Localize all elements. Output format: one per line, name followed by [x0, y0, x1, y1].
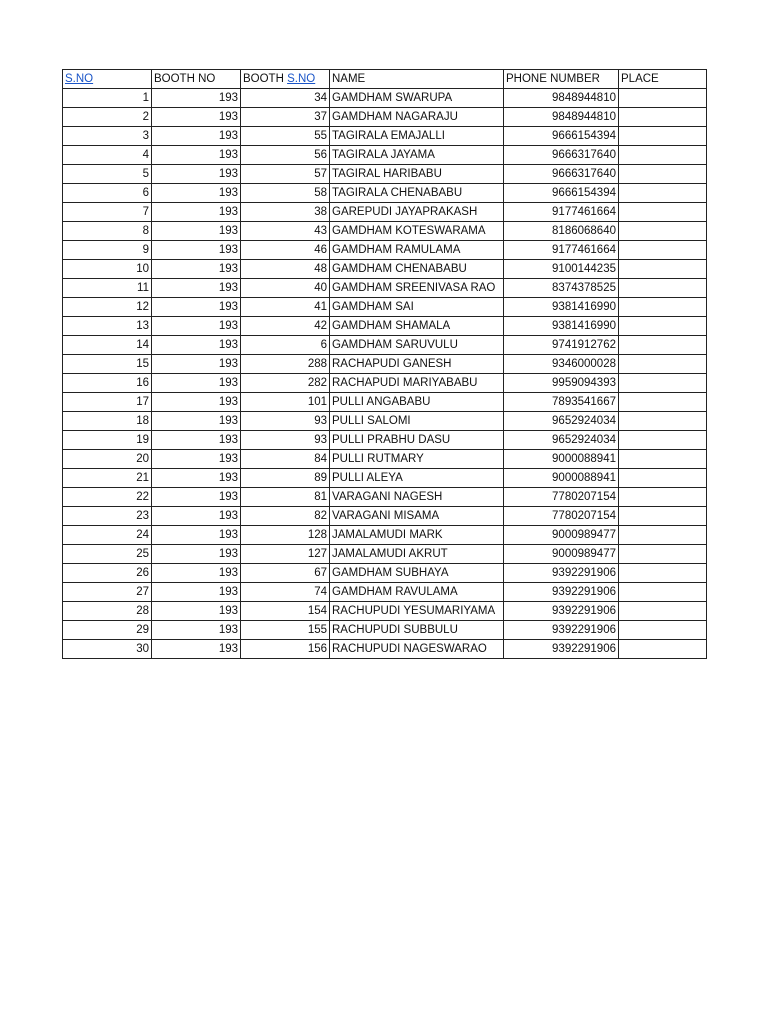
header-booth-sno	[241, 70, 330, 89]
cell-phone: 9666317640	[504, 165, 619, 184]
cell-place	[619, 640, 707, 659]
cell-booth-no: 193	[152, 507, 241, 526]
cell-booth-sno: 56	[241, 146, 330, 165]
cell-sno: 11	[63, 279, 152, 298]
cell-booth-no: 193	[152, 431, 241, 450]
cell-phone: 9392291906	[504, 640, 619, 659]
cell-booth-sno: 128	[241, 526, 330, 545]
cell-name: GAMDHAM SAI	[330, 298, 504, 317]
cell-name: TAGIRALA CHENABABU	[330, 184, 504, 203]
cell-name: RACHAPUDI GANESH	[330, 355, 504, 374]
cell-booth-no: 193	[152, 298, 241, 317]
cell-booth-no: 193	[152, 488, 241, 507]
cell-booth-sno: 84	[241, 450, 330, 469]
cell-phone: 9000989477	[504, 526, 619, 545]
cell-name: PULLI PRABHU DASU	[330, 431, 504, 450]
cell-booth-sno: 41	[241, 298, 330, 317]
cell-phone: 9177461664	[504, 241, 619, 260]
cell-name: RACHUPUDI SUBBULU	[330, 621, 504, 640]
table-row	[63, 374, 707, 393]
cell-booth-sno: 101	[241, 393, 330, 412]
cell-booth-sno: 127	[241, 545, 330, 564]
cell-booth-no: 193	[152, 450, 241, 469]
cell-booth-no: 193	[152, 241, 241, 260]
cell-place	[619, 564, 707, 583]
cell-booth-sno: 55	[241, 127, 330, 146]
cell-booth-no: 193	[152, 545, 241, 564]
cell-booth-sno: 34	[241, 89, 330, 108]
cell-sno: 12	[63, 298, 152, 317]
cell-name: RACHUPUDI NAGESWARAO	[330, 640, 504, 659]
table-row	[63, 602, 707, 621]
cell-phone: 8374378525	[504, 279, 619, 298]
cell-name: JAMALAMUDI MARK	[330, 526, 504, 545]
cell-booth-no: 193	[152, 393, 241, 412]
cell-name: GAMDHAM CHENABABU	[330, 260, 504, 279]
cell-sno: 1	[63, 89, 152, 108]
cell-booth-no: 193	[152, 564, 241, 583]
cell-booth-no: 193	[152, 222, 241, 241]
cell-place	[619, 469, 707, 488]
cell-booth-no: 193	[152, 108, 241, 127]
cell-phone: 9848944810	[504, 89, 619, 108]
cell-phone: 9346000028	[504, 355, 619, 374]
cell-name: GAMDHAM SWARUPA	[330, 89, 504, 108]
cell-booth-no: 193	[152, 89, 241, 108]
cell-booth-sno: 282	[241, 374, 330, 393]
cell-booth-sno: 67	[241, 564, 330, 583]
cell-place	[619, 412, 707, 431]
cell-booth-no: 193	[152, 355, 241, 374]
cell-booth-sno: 58	[241, 184, 330, 203]
table-row	[63, 203, 707, 222]
table-row	[63, 488, 707, 507]
cell-place	[619, 526, 707, 545]
table-row	[63, 165, 707, 184]
cell-name: GAMDHAM NAGARAJU	[330, 108, 504, 127]
cell-phone: 9392291906	[504, 621, 619, 640]
header-booth-sno-prefix: BOOTH	[243, 73, 288, 85]
cell-booth-sno: 42	[241, 317, 330, 336]
cell-place	[619, 298, 707, 317]
cell-place	[619, 89, 707, 108]
cell-booth-sno: 82	[241, 507, 330, 526]
cell-booth-no: 193	[152, 336, 241, 355]
cell-sno: 15	[63, 355, 152, 374]
cell-sno: 28	[63, 602, 152, 621]
cell-place	[619, 127, 707, 146]
cell-booth-sno: 154	[241, 602, 330, 621]
cell-sno: 13	[63, 317, 152, 336]
cell-place	[619, 488, 707, 507]
cell-booth-no: 193	[152, 165, 241, 184]
cell-booth-sno: 81	[241, 488, 330, 507]
cell-name: PULLI SALOMI	[330, 412, 504, 431]
cell-sno: 17	[63, 393, 152, 412]
cell-phone: 9666317640	[504, 146, 619, 165]
cell-place	[619, 507, 707, 526]
cell-booth-no: 193	[152, 146, 241, 165]
cell-place	[619, 355, 707, 374]
header-booth-sno-link[interactable]: S.NO	[287, 73, 316, 85]
table-row	[63, 450, 707, 469]
cell-place	[619, 203, 707, 222]
table-row	[63, 621, 707, 640]
cell-booth-sno: 6	[241, 336, 330, 355]
cell-phone: 9392291906	[504, 564, 619, 583]
cell-sno: 26	[63, 564, 152, 583]
cell-place	[619, 165, 707, 184]
header-booth-no: BOOTH NO	[152, 70, 241, 89]
cell-phone: 9000989477	[504, 545, 619, 564]
cell-sno: 14	[63, 336, 152, 355]
cell-name: GAMDHAM RAVULAMA	[330, 583, 504, 602]
cell-booth-sno: 40	[241, 279, 330, 298]
cell-sno: 7	[63, 203, 152, 222]
cell-name: VARAGANI MISAMA	[330, 507, 504, 526]
table-row	[63, 260, 707, 279]
cell-place	[619, 374, 707, 393]
cell-place	[619, 241, 707, 260]
cell-sno: 18	[63, 412, 152, 431]
cell-sno: 29	[63, 621, 152, 640]
cell-booth-sno: 288	[241, 355, 330, 374]
voter-table	[62, 69, 707, 659]
cell-name: PULLI ANGABABU	[330, 393, 504, 412]
cell-name: PULLI ALEYA	[330, 469, 504, 488]
table-row	[63, 393, 707, 412]
table-row	[63, 355, 707, 374]
cell-name: GAMDHAM SARUVULU	[330, 336, 504, 355]
table-row	[63, 507, 707, 526]
cell-place	[619, 602, 707, 621]
cell-place	[619, 431, 707, 450]
table-row	[63, 89, 707, 108]
cell-booth-no: 193	[152, 583, 241, 602]
cell-name: VARAGANI NAGESH	[330, 488, 504, 507]
cell-sno: 9	[63, 241, 152, 260]
cell-booth-no: 193	[152, 317, 241, 336]
cell-booth-sno: 57	[241, 165, 330, 184]
cell-name: GAREPUDI JAYAPRAKASH	[330, 203, 504, 222]
cell-booth-sno: 37	[241, 108, 330, 127]
cell-sno: 10	[63, 260, 152, 279]
cell-booth-no: 193	[152, 203, 241, 222]
cell-sno: 23	[63, 507, 152, 526]
header-row	[63, 70, 707, 89]
cell-sno: 27	[63, 583, 152, 602]
table-row	[63, 146, 707, 165]
table-row	[63, 583, 707, 602]
cell-phone: 9000088941	[504, 469, 619, 488]
cell-phone: 9100144235	[504, 260, 619, 279]
cell-booth-no: 193	[152, 640, 241, 659]
table-row	[63, 298, 707, 317]
table-row	[63, 279, 707, 298]
cell-phone: 7780207154	[504, 488, 619, 507]
header-sno	[63, 70, 152, 89]
table-row	[63, 526, 707, 545]
table-row	[63, 241, 707, 260]
cell-place	[619, 393, 707, 412]
table-row	[63, 184, 707, 203]
table-row	[63, 640, 707, 659]
cell-phone: 9381416990	[504, 317, 619, 336]
cell-sno: 5	[63, 165, 152, 184]
table-row	[63, 545, 707, 564]
cell-booth-sno: 155	[241, 621, 330, 640]
cell-sno: 2	[63, 108, 152, 127]
table-row	[63, 336, 707, 355]
cell-booth-sno: 43	[241, 222, 330, 241]
cell-name: GAMDHAM RAMULAMA	[330, 241, 504, 260]
table-row	[63, 431, 707, 450]
cell-sno: 16	[63, 374, 152, 393]
cell-place	[619, 545, 707, 564]
cell-place	[619, 279, 707, 298]
cell-place	[619, 260, 707, 279]
cell-name: GAMDHAM SREENIVASA RAO	[330, 279, 504, 298]
cell-name: RACHUPUDI YESUMARIYAMA	[330, 602, 504, 621]
cell-phone: 7893541667	[504, 393, 619, 412]
cell-sno: 21	[63, 469, 152, 488]
cell-sno: 19	[63, 431, 152, 450]
table-row	[63, 564, 707, 583]
cell-phone: 9652924034	[504, 431, 619, 450]
cell-booth-no: 193	[152, 469, 241, 488]
cell-sno: 30	[63, 640, 152, 659]
cell-sno: 3	[63, 127, 152, 146]
cell-booth-no: 193	[152, 374, 241, 393]
header-phone: PHONE NUMBER	[504, 70, 619, 89]
table-row	[63, 127, 707, 146]
cell-place	[619, 146, 707, 165]
cell-phone: 7780207154	[504, 507, 619, 526]
table-row	[63, 317, 707, 336]
cell-name: RACHAPUDI MARIYABABU	[330, 374, 504, 393]
cell-booth-no: 193	[152, 526, 241, 545]
table-body	[63, 89, 707, 659]
cell-name: TAGIRALA EMAJALLI	[330, 127, 504, 146]
cell-phone: 9652924034	[504, 412, 619, 431]
cell-name: GAMDHAM KOTESWARAMA	[330, 222, 504, 241]
cell-place	[619, 317, 707, 336]
cell-phone: 9381416990	[504, 298, 619, 317]
cell-booth-no: 193	[152, 127, 241, 146]
cell-sno: 20	[63, 450, 152, 469]
cell-sno: 6	[63, 184, 152, 203]
cell-name: GAMDHAM SUBHAYA	[330, 564, 504, 583]
cell-place	[619, 621, 707, 640]
cell-phone: 9000088941	[504, 450, 619, 469]
cell-place	[619, 450, 707, 469]
cell-phone: 9741912762	[504, 336, 619, 355]
cell-sno: 25	[63, 545, 152, 564]
cell-place	[619, 583, 707, 602]
cell-place	[619, 336, 707, 355]
cell-name: TAGIRAL HARIBABU	[330, 165, 504, 184]
cell-sno: 4	[63, 146, 152, 165]
cell-phone: 9392291906	[504, 602, 619, 621]
cell-place	[619, 108, 707, 127]
cell-booth-sno: 89	[241, 469, 330, 488]
cell-phone: 8186068640	[504, 222, 619, 241]
cell-place	[619, 184, 707, 203]
table-row	[63, 222, 707, 241]
cell-booth-sno: 93	[241, 412, 330, 431]
table-row	[63, 469, 707, 488]
cell-sno: 22	[63, 488, 152, 507]
cell-phone: 9848944810	[504, 108, 619, 127]
cell-name: PULLI RUTMARY	[330, 450, 504, 469]
header-place: PLACE	[619, 70, 707, 89]
cell-place	[619, 222, 707, 241]
cell-booth-sno: 46	[241, 241, 330, 260]
table-row	[63, 412, 707, 431]
cell-booth-sno: 156	[241, 640, 330, 659]
cell-booth-sno: 38	[241, 203, 330, 222]
cell-phone: 9392291906	[504, 583, 619, 602]
cell-phone: 9666154394	[504, 184, 619, 203]
header-sno-link[interactable]: S.NO	[65, 73, 94, 85]
cell-phone: 9177461664	[504, 203, 619, 222]
cell-booth-no: 193	[152, 260, 241, 279]
cell-booth-sno: 74	[241, 583, 330, 602]
cell-phone: 9959094393	[504, 374, 619, 393]
cell-booth-sno: 93	[241, 431, 330, 450]
cell-booth-sno: 48	[241, 260, 330, 279]
cell-sno: 8	[63, 222, 152, 241]
cell-name: TAGIRALA JAYAMA	[330, 146, 504, 165]
cell-phone: 9666154394	[504, 127, 619, 146]
cell-name: GAMDHAM SHAMALA	[330, 317, 504, 336]
table-row	[63, 108, 707, 127]
cell-booth-no: 193	[152, 621, 241, 640]
cell-booth-no: 193	[152, 184, 241, 203]
cell-name: JAMALAMUDI AKRUT	[330, 545, 504, 564]
cell-sno: 24	[63, 526, 152, 545]
cell-booth-no: 193	[152, 279, 241, 298]
cell-booth-no: 193	[152, 602, 241, 621]
header-name: NAME	[330, 70, 504, 89]
cell-booth-no: 193	[152, 412, 241, 431]
